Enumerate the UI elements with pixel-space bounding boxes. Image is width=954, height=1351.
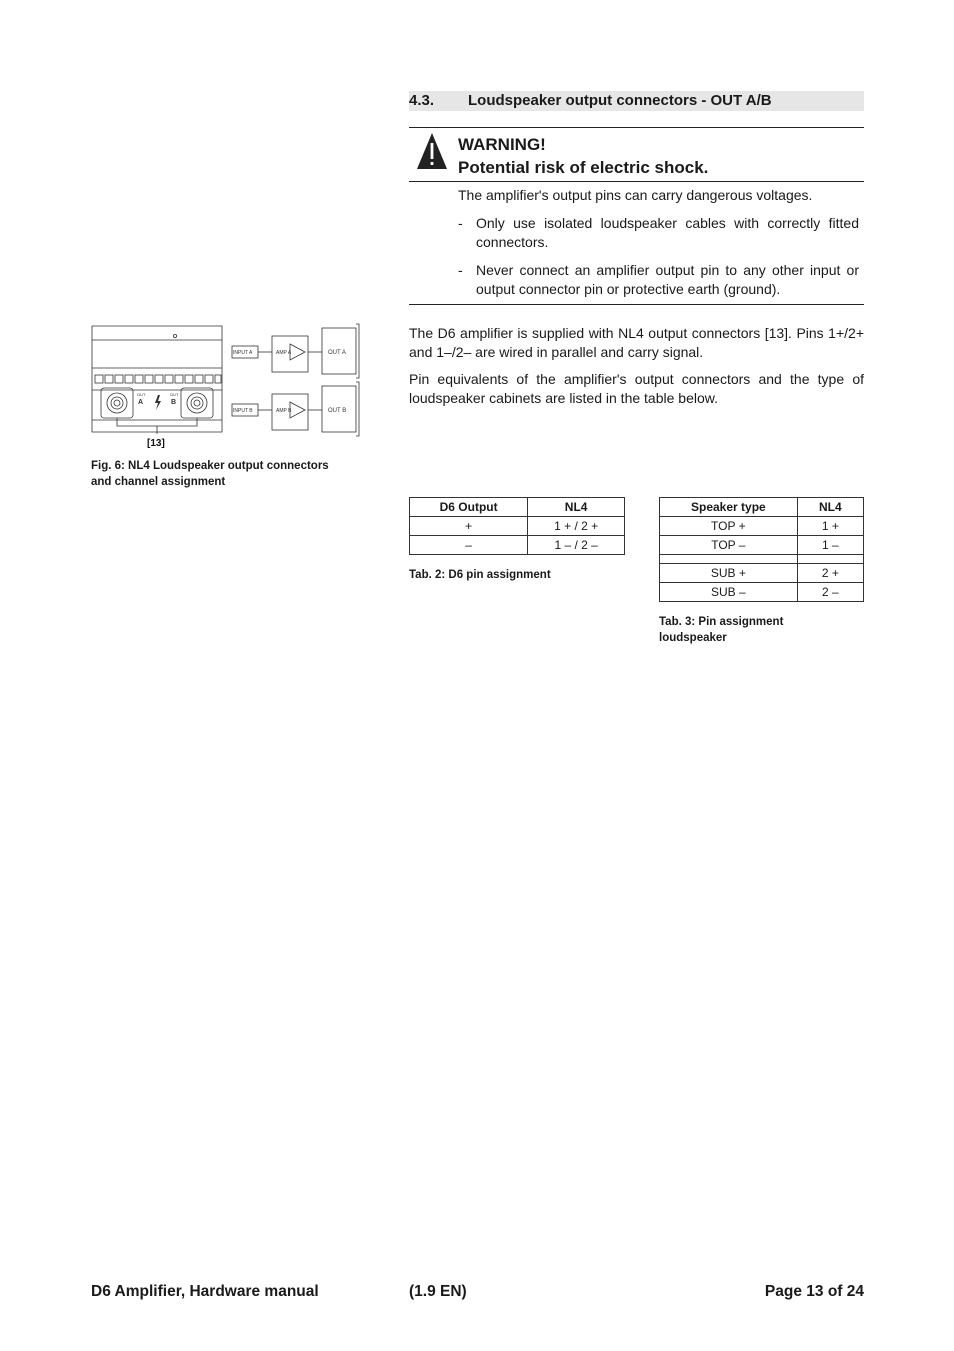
table-header-row — [660, 498, 864, 517]
warning-intro: The amplifier's output pins can carry dangerous voltages. — [458, 187, 813, 203]
warning-bottom-rule — [409, 304, 864, 305]
conn-b-top-label: OUT — [170, 392, 179, 397]
table-header-row — [410, 498, 625, 517]
warning-title-line2: Potential risk of electric shock. — [458, 158, 709, 177]
section-title: Loudspeaker output connectors - OUT A/B — [468, 92, 772, 109]
warning-triangle-icon — [416, 132, 448, 170]
amp-b-label: AMP B — [276, 408, 292, 414]
body-paragraph-1: The D6 amplifier is supplied with NL4 output connectors [13]. Pins 1+/2+ and 1–/2– are wired in parallel and carry signal. — [409, 325, 864, 360]
table-row — [410, 517, 625, 536]
warning-title — [458, 133, 708, 179]
conn-b-label: B — [171, 399, 177, 406]
table-row — [410, 536, 625, 555]
footer-page-number: Page 13 of 24 — [764, 1283, 864, 1300]
input-b-label: INPUT B — [233, 408, 253, 414]
warning-list — [458, 214, 859, 299]
table-header-cell: NL4 — [797, 498, 863, 517]
table-cell: SUB + — [660, 564, 798, 583]
warning-top-rule — [409, 127, 864, 128]
section-number: 4.3. — [409, 92, 435, 109]
table-cell: SUB – — [660, 583, 798, 602]
table-cell: – — [410, 536, 528, 555]
list-text: Never connect an amplifier output pin to any other input or output connector pin or protective earth (ground). — [476, 262, 859, 297]
table-row — [660, 583, 864, 602]
table-header-cell: Speaker type — [660, 498, 798, 517]
list-dash: - — [458, 262, 463, 278]
out-a-label: OUT A — [328, 350, 346, 356]
table-cell: 1 + — [797, 517, 863, 536]
out-b-label: OUT B — [328, 408, 347, 414]
warning-body — [458, 186, 859, 308]
footer-manual-title: D6 Amplifier, Hardware manual — [91, 1283, 319, 1300]
list-dash: - — [458, 215, 463, 231]
warning-list-item — [458, 214, 859, 252]
table-cell: + — [410, 517, 528, 536]
table-header-cell: D6 Output — [410, 498, 528, 517]
table-cell: 1 – / 2 – — [528, 536, 625, 555]
section-heading — [409, 91, 864, 111]
figure-caption: Fig. 6: NL4 Loudspeaker output connectors and channel assignment — [91, 460, 329, 488]
figure-callout: [13] — [147, 438, 165, 449]
table-cell: 2 + — [797, 564, 863, 583]
table3-caption: Tab. 3: Pin assignment loudspeaker — [659, 616, 784, 644]
table-cell — [797, 555, 863, 564]
footer-version: (1.9 EN) — [409, 1283, 467, 1300]
conn-a-label: A — [138, 399, 144, 406]
table-cell: 1 – — [797, 536, 863, 555]
body-paragraph-2: Pin equivalents of the amplifier's output connectors and the type of loudspeaker cabinets are listed in the table below. — [409, 371, 864, 406]
speaker-pin-table — [659, 497, 864, 602]
warning-mid-rule — [409, 181, 864, 182]
nl4-connector-figure — [91, 322, 363, 450]
table-cell: 1 + / 2 + — [528, 517, 625, 536]
table-row — [660, 517, 864, 536]
table-header-cell: NL4 — [528, 498, 625, 517]
warning-list-item — [458, 261, 859, 299]
table-cell — [660, 555, 798, 564]
input-a-label: INPUT A — [233, 350, 253, 356]
body-text — [409, 324, 864, 416]
amp-a-label: AMP A — [276, 350, 292, 356]
d6-pin-table — [409, 497, 625, 555]
table2-caption: Tab. 2: D6 pin assignment — [409, 569, 551, 581]
table-row — [660, 536, 864, 555]
table-row — [660, 564, 864, 583]
conn-a-top-label: OUT — [137, 392, 146, 397]
table-cell: TOP + — [660, 517, 798, 536]
warning-title-line1: WARNING! — [458, 135, 546, 154]
table-cell: 2 – — [797, 583, 863, 602]
table-spacer-row — [660, 555, 864, 564]
table-cell: TOP – — [660, 536, 798, 555]
list-text: Only use isolated loudspeaker cables with correctly fitted connectors. — [476, 215, 859, 250]
